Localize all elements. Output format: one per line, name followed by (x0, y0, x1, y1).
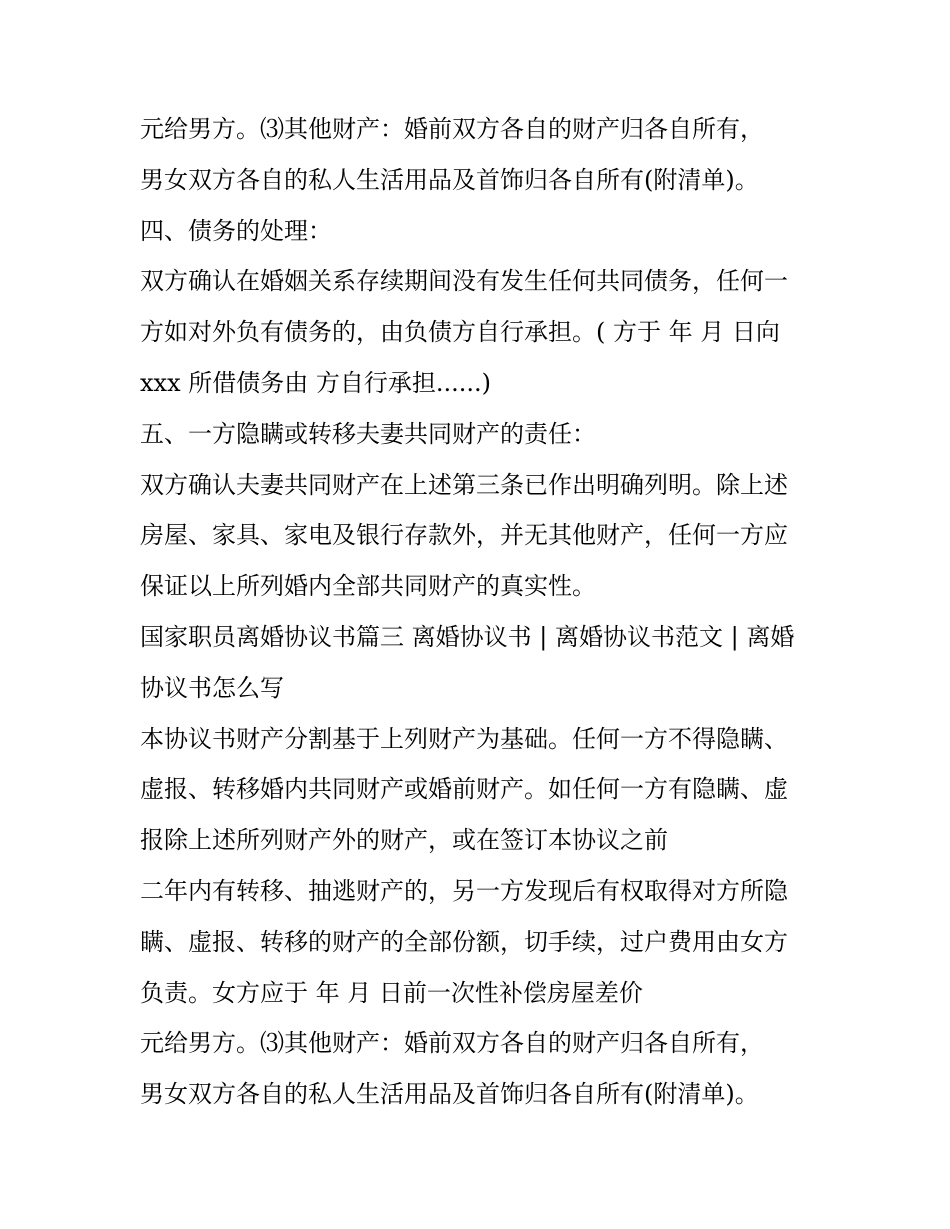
text-line: 方如对外负有债务的，由负债方自行承担。( 方于 年 月 日向 (140, 318, 780, 347)
document-body (140, 104, 820, 1120)
article-title: 国家职员离婚协议书篇三 离婚协议书 | 离婚协议书范文 | 离婚 (140, 622, 795, 651)
text-line: 男女双方各自的私人生活用品及首饰归各自所有(附清单)。 (140, 1080, 759, 1109)
text-line: 房屋、家具、家电及银行存款外，并无其他财产，任何一方应 (140, 521, 788, 550)
text-line: 瞒、虚报、转移的财产的全部份额，切手续，过户费用由女方 (140, 927, 788, 956)
text-line: 元给男方。⑶其他财产：婚前双方各自的财产归各自所有， (140, 1029, 764, 1058)
section-heading: 四、债务的处理： (140, 216, 332, 245)
text-line: xxx 所借债务由 方自行承担......) (140, 368, 491, 397)
text-line: 虚报、转移婚内共同财产或婚前财产。如任何一方有隐瞒、虚 (140, 775, 788, 804)
text-line: 元给男方。⑶其他财产：婚前双方各自的财产归各自所有， (140, 115, 764, 143)
text-line: 保证以上所列婚内全部共同财产的真实性。 (140, 572, 596, 601)
text-line: 二年内有转移、抽逃财产的，另一方发现后有权取得对方所隐 (140, 876, 788, 905)
text-line: 报除上述所列财产外的财产，或在签订本协议之前 (140, 826, 668, 855)
text-line: 双方确认在婚姻关系存续期间没有发生任何共同债务，任何一 (140, 267, 788, 296)
article-title: 协议书怎么写 (140, 673, 284, 702)
text-line: 负责。女方应于 年 月 日前一次性补偿房屋差价 (140, 978, 643, 1007)
text-line: 男女双方各自的私人生活用品及首饰归各自所有(附清单)。 (140, 165, 759, 194)
text-line: 本协议书财产分割基于上列财产为基础。任何一方不得隐瞒、 (140, 724, 788, 753)
section-heading: 五、一方隐瞒或转移夫妻共同财产的责任： (140, 419, 596, 448)
text-line: 双方确认夫妻共同财产在上述第三条已作出明确列明。除上述 (140, 470, 788, 499)
